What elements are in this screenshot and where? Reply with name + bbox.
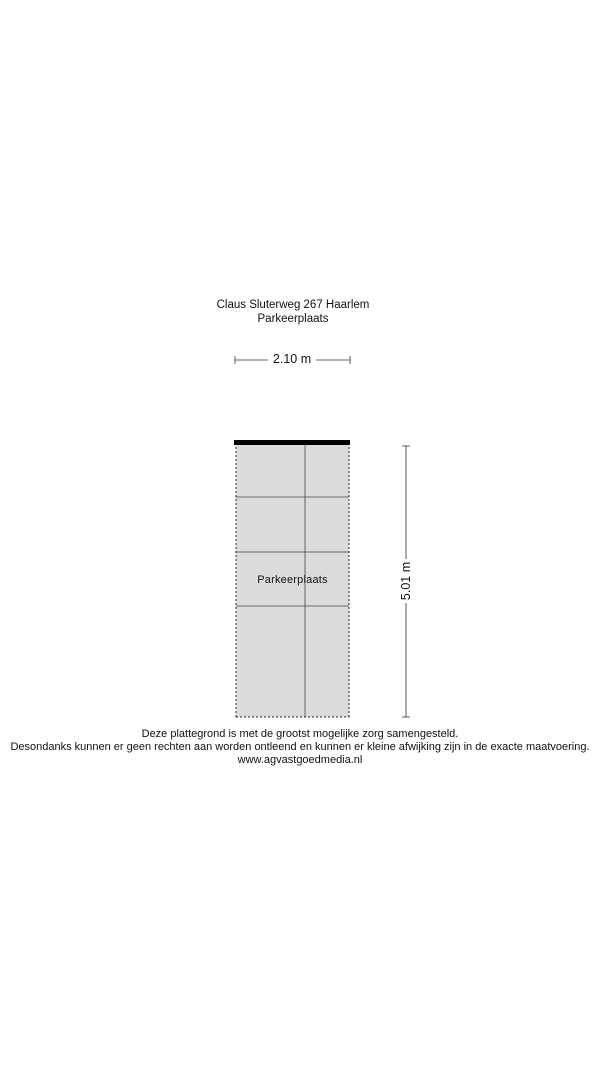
width-dimension-label: 2.10 m: [268, 352, 316, 366]
plan-title-address: Claus Sluterweg 267 Haarlem: [216, 299, 370, 311]
disclaimer-line-1: Deze plattegrond is met de grootst mogelijke zorg samengesteld.: [141, 728, 459, 740]
plan-title-floor: Parkeerplaats: [257, 313, 329, 325]
room-label: Parkeerplaats: [257, 574, 328, 586]
height-dimension-label: 5.01 m: [399, 559, 413, 603]
wall-top: [234, 440, 350, 445]
disclaimer-line-2: Desondanks kunnen er geen rechten aan worden ontleend en kunnen er kleine afwijking zijn in de exacte maatvoering.: [10, 741, 590, 753]
disclaimer-website: www.agvastgoedmedia.nl: [237, 754, 363, 766]
